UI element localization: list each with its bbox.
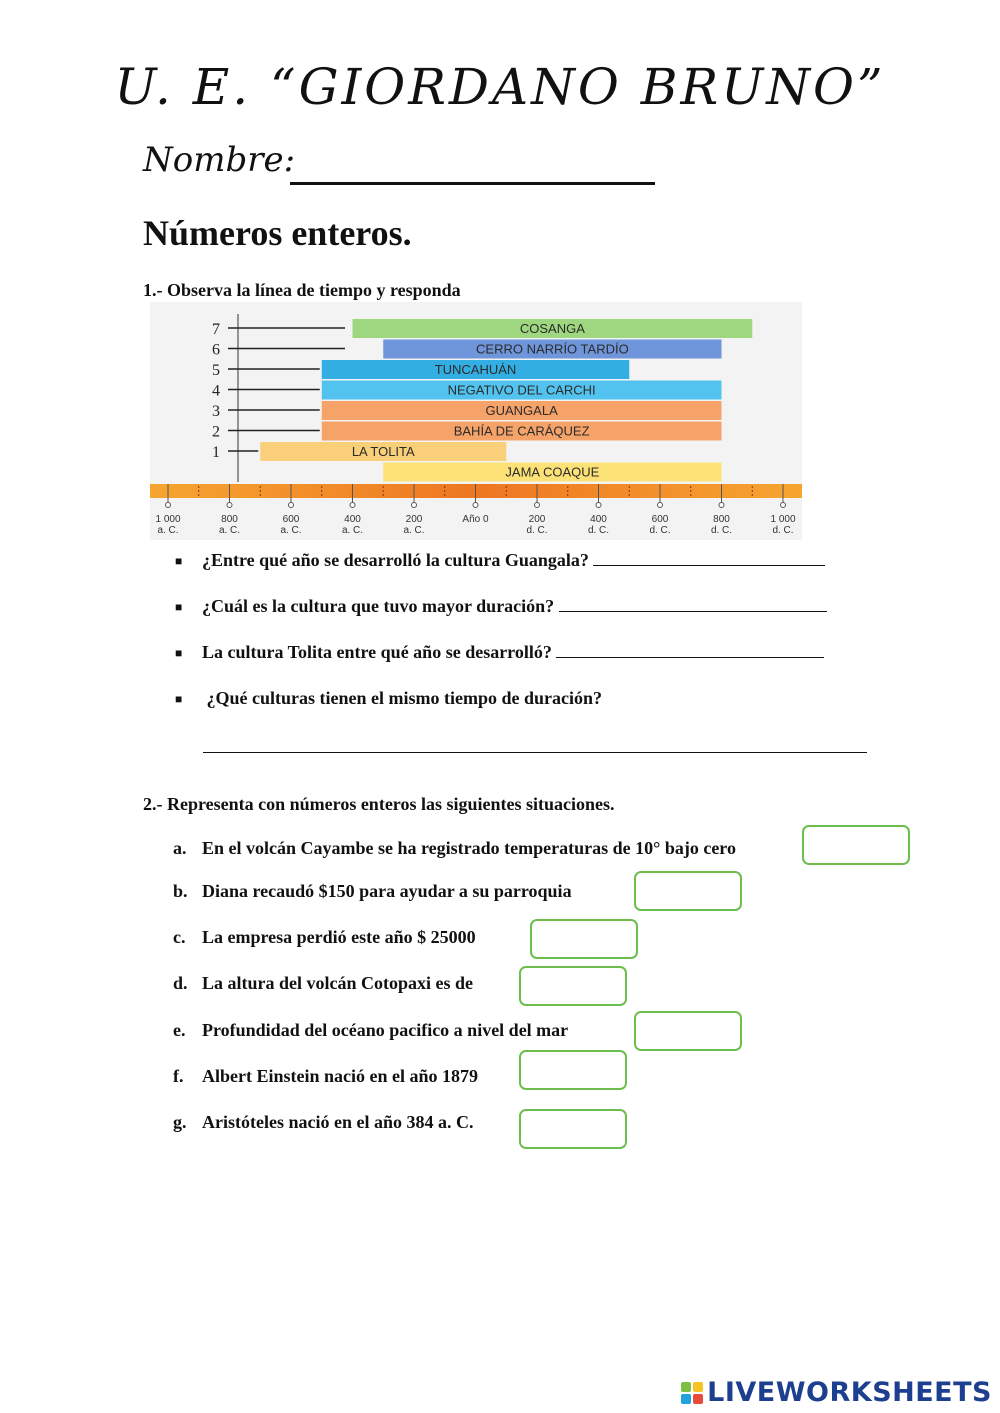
- axis-tick-label: 1 000: [155, 514, 181, 525]
- situation-c: [173, 927, 476, 948]
- item-text: Albert Einstein nació en el año 1879: [202, 1066, 479, 1086]
- situation-d: [173, 973, 473, 994]
- answer-box-g[interactable]: [519, 1109, 627, 1149]
- name-blank-line: [290, 182, 655, 185]
- axis-tick-label: 400: [590, 514, 607, 525]
- question-text: ¿Entre qué año se desarrolló la cultura Guangala?: [202, 550, 589, 570]
- axis-tick-era: d. C.: [526, 525, 548, 536]
- item-letter: e.: [173, 1020, 186, 1040]
- situation-a: [173, 838, 736, 859]
- item-letter: f.: [173, 1066, 184, 1086]
- bullet-icon: ■: [175, 646, 183, 661]
- axis-tick-label: Año 0: [462, 514, 489, 525]
- axis-tick-dot: [412, 503, 417, 508]
- logo-text: LIVEWORKSHEETS: [707, 1377, 992, 1408]
- item-letter: a.: [173, 838, 187, 858]
- item-text: En el volcán Cayambe se ha registrado temperaturas de 10° bajo cero: [202, 838, 736, 858]
- axis-tick-dot: [473, 503, 478, 508]
- timeline-chart: [150, 302, 802, 540]
- situation-b: [173, 881, 572, 902]
- section-1-title: 1.- Observa la línea de tiempo y responda: [143, 280, 461, 300]
- item-text: Aristóteles nació en el año 384 a. C.: [202, 1112, 474, 1132]
- axis-tick-era: d. C.: [649, 525, 671, 536]
- item-text: La altura del volcán Cotopaxi es de: [202, 973, 474, 993]
- bullet-icon: ■: [175, 692, 183, 707]
- axis-tick-dot: [596, 503, 601, 508]
- axis-tick-era: d. C.: [587, 525, 610, 536]
- logo-mark-icon: [681, 1382, 703, 1404]
- answer-box-d[interactable]: [519, 966, 627, 1006]
- question-2: [175, 596, 827, 617]
- row-number: 7: [212, 321, 220, 338]
- answer-line[interactable]: [593, 564, 825, 566]
- question-text: ¿Cuál es la cultura que tuvo mayor duración?: [202, 596, 555, 616]
- item-letter: g.: [173, 1112, 187, 1132]
- bullet-icon: ■: [175, 554, 183, 569]
- situation-e: [173, 1020, 568, 1041]
- question-3: [175, 642, 824, 663]
- row-number: 6: [212, 341, 220, 359]
- axis-tick-label: 600: [282, 514, 300, 525]
- axis-tick-dot: [535, 503, 540, 508]
- culture-label: CERRO NARRÍO TARDÍO: [476, 341, 629, 357]
- axis-tick-era: a. C.: [280, 525, 302, 536]
- axis-tick-era: a. C.: [403, 525, 425, 536]
- axis-tick-label: 600: [651, 514, 669, 525]
- axis-tick-dot: [350, 503, 355, 508]
- question-4: [175, 688, 602, 709]
- culture-label: JAMA COAQUE: [505, 464, 600, 480]
- row-number: 5: [212, 362, 220, 379]
- answer-box-b[interactable]: [634, 871, 742, 911]
- axis-tick-era: a. C.: [341, 525, 364, 536]
- axis-tick-era: a. C.: [218, 525, 241, 536]
- row-number: 4: [212, 382, 220, 400]
- situation-g: [173, 1112, 473, 1133]
- section-2-title: 2.- Representa con números enteros las siguientes situaciones.: [143, 794, 615, 814]
- axis-tick-era: a. C.: [157, 525, 179, 536]
- culture-label: BAHÍA DE CARÁQUEZ: [453, 423, 590, 439]
- name-label: Nombre:: [143, 140, 296, 180]
- row-number: 2: [212, 423, 220, 441]
- item-text: La empresa perdió este año $ 25000: [202, 927, 476, 947]
- situation-f: [173, 1066, 478, 1087]
- row-number: 3: [212, 403, 220, 420]
- bullet-icon: ■: [175, 600, 183, 615]
- answer-box-f[interactable]: [519, 1050, 627, 1090]
- question-1: [175, 550, 825, 571]
- answer-line[interactable]: [556, 656, 824, 658]
- axis-tick-dot: [227, 503, 232, 508]
- axis-tick-era: d. C.: [772, 525, 794, 536]
- item-letter: c.: [173, 927, 186, 947]
- axis-tick-label: 800: [713, 514, 730, 525]
- axis-tick-label: 200: [405, 514, 423, 525]
- axis-tick-label: 400: [344, 514, 361, 525]
- question-text: ¿Qué culturas tienen el mismo tiempo de duración?: [202, 688, 602, 708]
- row-number: 1: [212, 444, 220, 461]
- axis-tick-label: 800: [221, 514, 238, 525]
- culture-label: COSANGA: [519, 321, 585, 336]
- axis-tick-dot: [658, 503, 663, 508]
- item-text: Diana recaudó $150 para ayudar a su parroquia: [202, 881, 572, 901]
- culture-label: GUANGALA: [485, 403, 558, 418]
- answer-box-e[interactable]: [634, 1011, 742, 1051]
- culture-label: TUNCAHUÁN: [434, 362, 517, 377]
- culture-label: LA TOLITA: [351, 444, 415, 459]
- axis-tick-dot: [719, 503, 724, 508]
- liveworksheets-logo: [681, 1377, 992, 1408]
- axis-tick-label: 200: [528, 514, 546, 525]
- answer-box-c[interactable]: [530, 919, 638, 959]
- answer-line[interactable]: [559, 610, 827, 612]
- axis-tick-dot: [166, 503, 171, 508]
- axis-tick-dot: [289, 503, 294, 508]
- school-title: U. E. “GIORDANO BRUNO”: [114, 58, 886, 116]
- culture-label: NEGATIVO DEL CARCHI: [447, 382, 596, 398]
- axis-tick-label: 1 000: [770, 514, 796, 525]
- axis-tick-era: d. C.: [710, 525, 733, 536]
- page-title: Números enteros.: [143, 213, 412, 253]
- answer-line[interactable]: [203, 752, 867, 753]
- question-text: La cultura Tolita entre qué año se desarrolló?: [202, 642, 552, 662]
- answer-box-a[interactable]: [802, 825, 910, 865]
- axis-tick-dot: [781, 503, 786, 508]
- item-letter: d.: [173, 973, 188, 993]
- item-text: Profundidad del océano pacifico a nivel del mar: [202, 1020, 569, 1040]
- item-letter: b.: [173, 881, 188, 901]
